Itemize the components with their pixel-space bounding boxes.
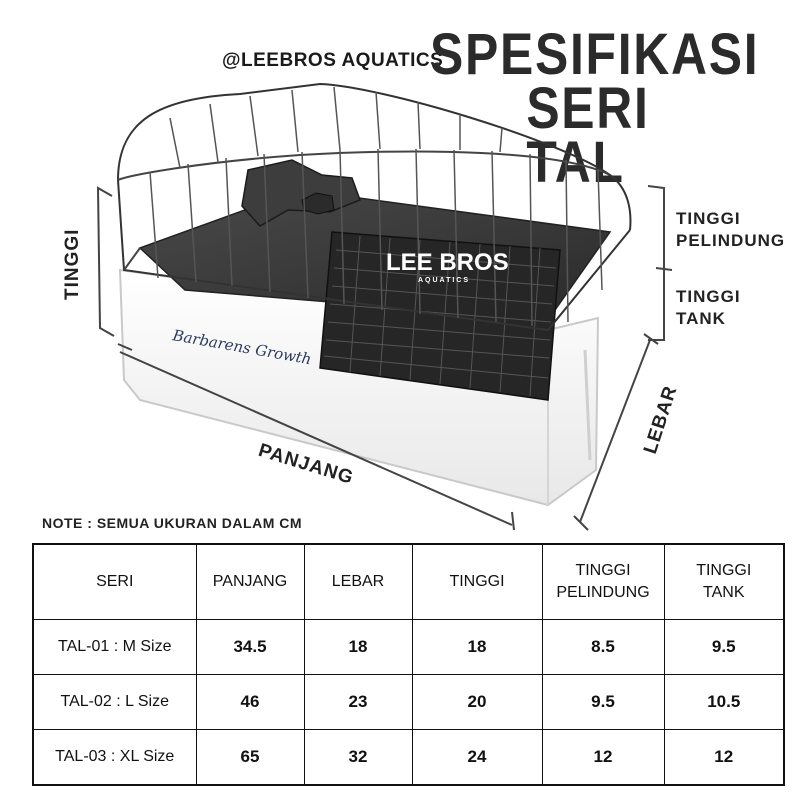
header-pelindung-line1: TINGGI	[575, 562, 631, 579]
cell-lebar: 32	[304, 730, 412, 786]
label-panjang: PANJANG	[255, 440, 357, 489]
table-row	[33, 675, 784, 730]
cell-lebar: 23	[304, 675, 412, 730]
cell-tinggi-pelindung: 8.5	[542, 620, 664, 675]
header-panjang: PANJANG	[196, 544, 304, 620]
header-tank-line2: TANK	[703, 584, 745, 601]
table-header-row	[33, 544, 784, 620]
cell-tinggi: 24	[412, 730, 542, 786]
instagram-handle: @LEEBROS AQUATICS	[222, 50, 444, 71]
cell-panjang: 46	[196, 675, 304, 730]
cell-tinggi: 18	[412, 620, 542, 675]
table-row	[33, 730, 784, 786]
title-line-1: SPESIFIKASI	[430, 22, 760, 87]
brand-script: Barbarens Growth	[171, 326, 313, 369]
cell-tinggi-tank: 9.5	[664, 620, 784, 675]
header-tinggi: TINGGI	[412, 544, 542, 620]
spec-table	[32, 543, 785, 786]
logo-sub-text: AQUATICS	[418, 277, 471, 284]
cell-tinggi-tank: 10.5	[664, 675, 784, 730]
label-tinggi-tank-line1: TINGGI	[676, 287, 741, 306]
header-tinggi-pelindung	[542, 544, 664, 620]
logo-main-text: LEE BROS	[386, 249, 509, 276]
cell-tinggi-pelindung: 12	[542, 730, 664, 786]
header-seri: SERI	[33, 544, 196, 620]
label-tinggi-pelindung-line1: TINGGI	[676, 209, 741, 228]
cell-seri: TAL-03 : XL Size	[33, 730, 196, 786]
label-tinggi: TINGGI	[62, 228, 83, 300]
cell-tinggi-pelindung: 9.5	[542, 675, 664, 730]
cell-tinggi: 20	[412, 675, 542, 730]
title-line-2: SERI TAL	[526, 76, 650, 195]
header-pelindung-line2: PELINDUNG	[556, 584, 650, 601]
cell-seri: TAL-02 : L Size	[33, 675, 196, 730]
cell-panjang: 34.5	[196, 620, 304, 675]
cell-lebar: 18	[304, 620, 412, 675]
header-tank-line1: TINGGI	[696, 562, 752, 579]
header-lebar: LEBAR	[304, 544, 412, 620]
label-lebar: LEBAR	[640, 382, 682, 457]
label-tinggi-pelindung	[676, 208, 785, 252]
cell-seri: TAL-01 : M Size	[33, 620, 196, 675]
header-tinggi-tank	[664, 544, 784, 620]
label-tinggi-tank-line2: TANK	[676, 309, 726, 328]
cell-tinggi-tank: 12	[664, 730, 784, 786]
table-row	[33, 620, 784, 675]
cell-panjang: 65	[196, 730, 304, 786]
label-tinggi-pelindung-line2: PELINDUNG	[676, 231, 786, 250]
units-note: NOTE : SEMUA UKURAN DALAM CM	[42, 515, 303, 531]
label-tinggi-tank	[676, 286, 741, 330]
